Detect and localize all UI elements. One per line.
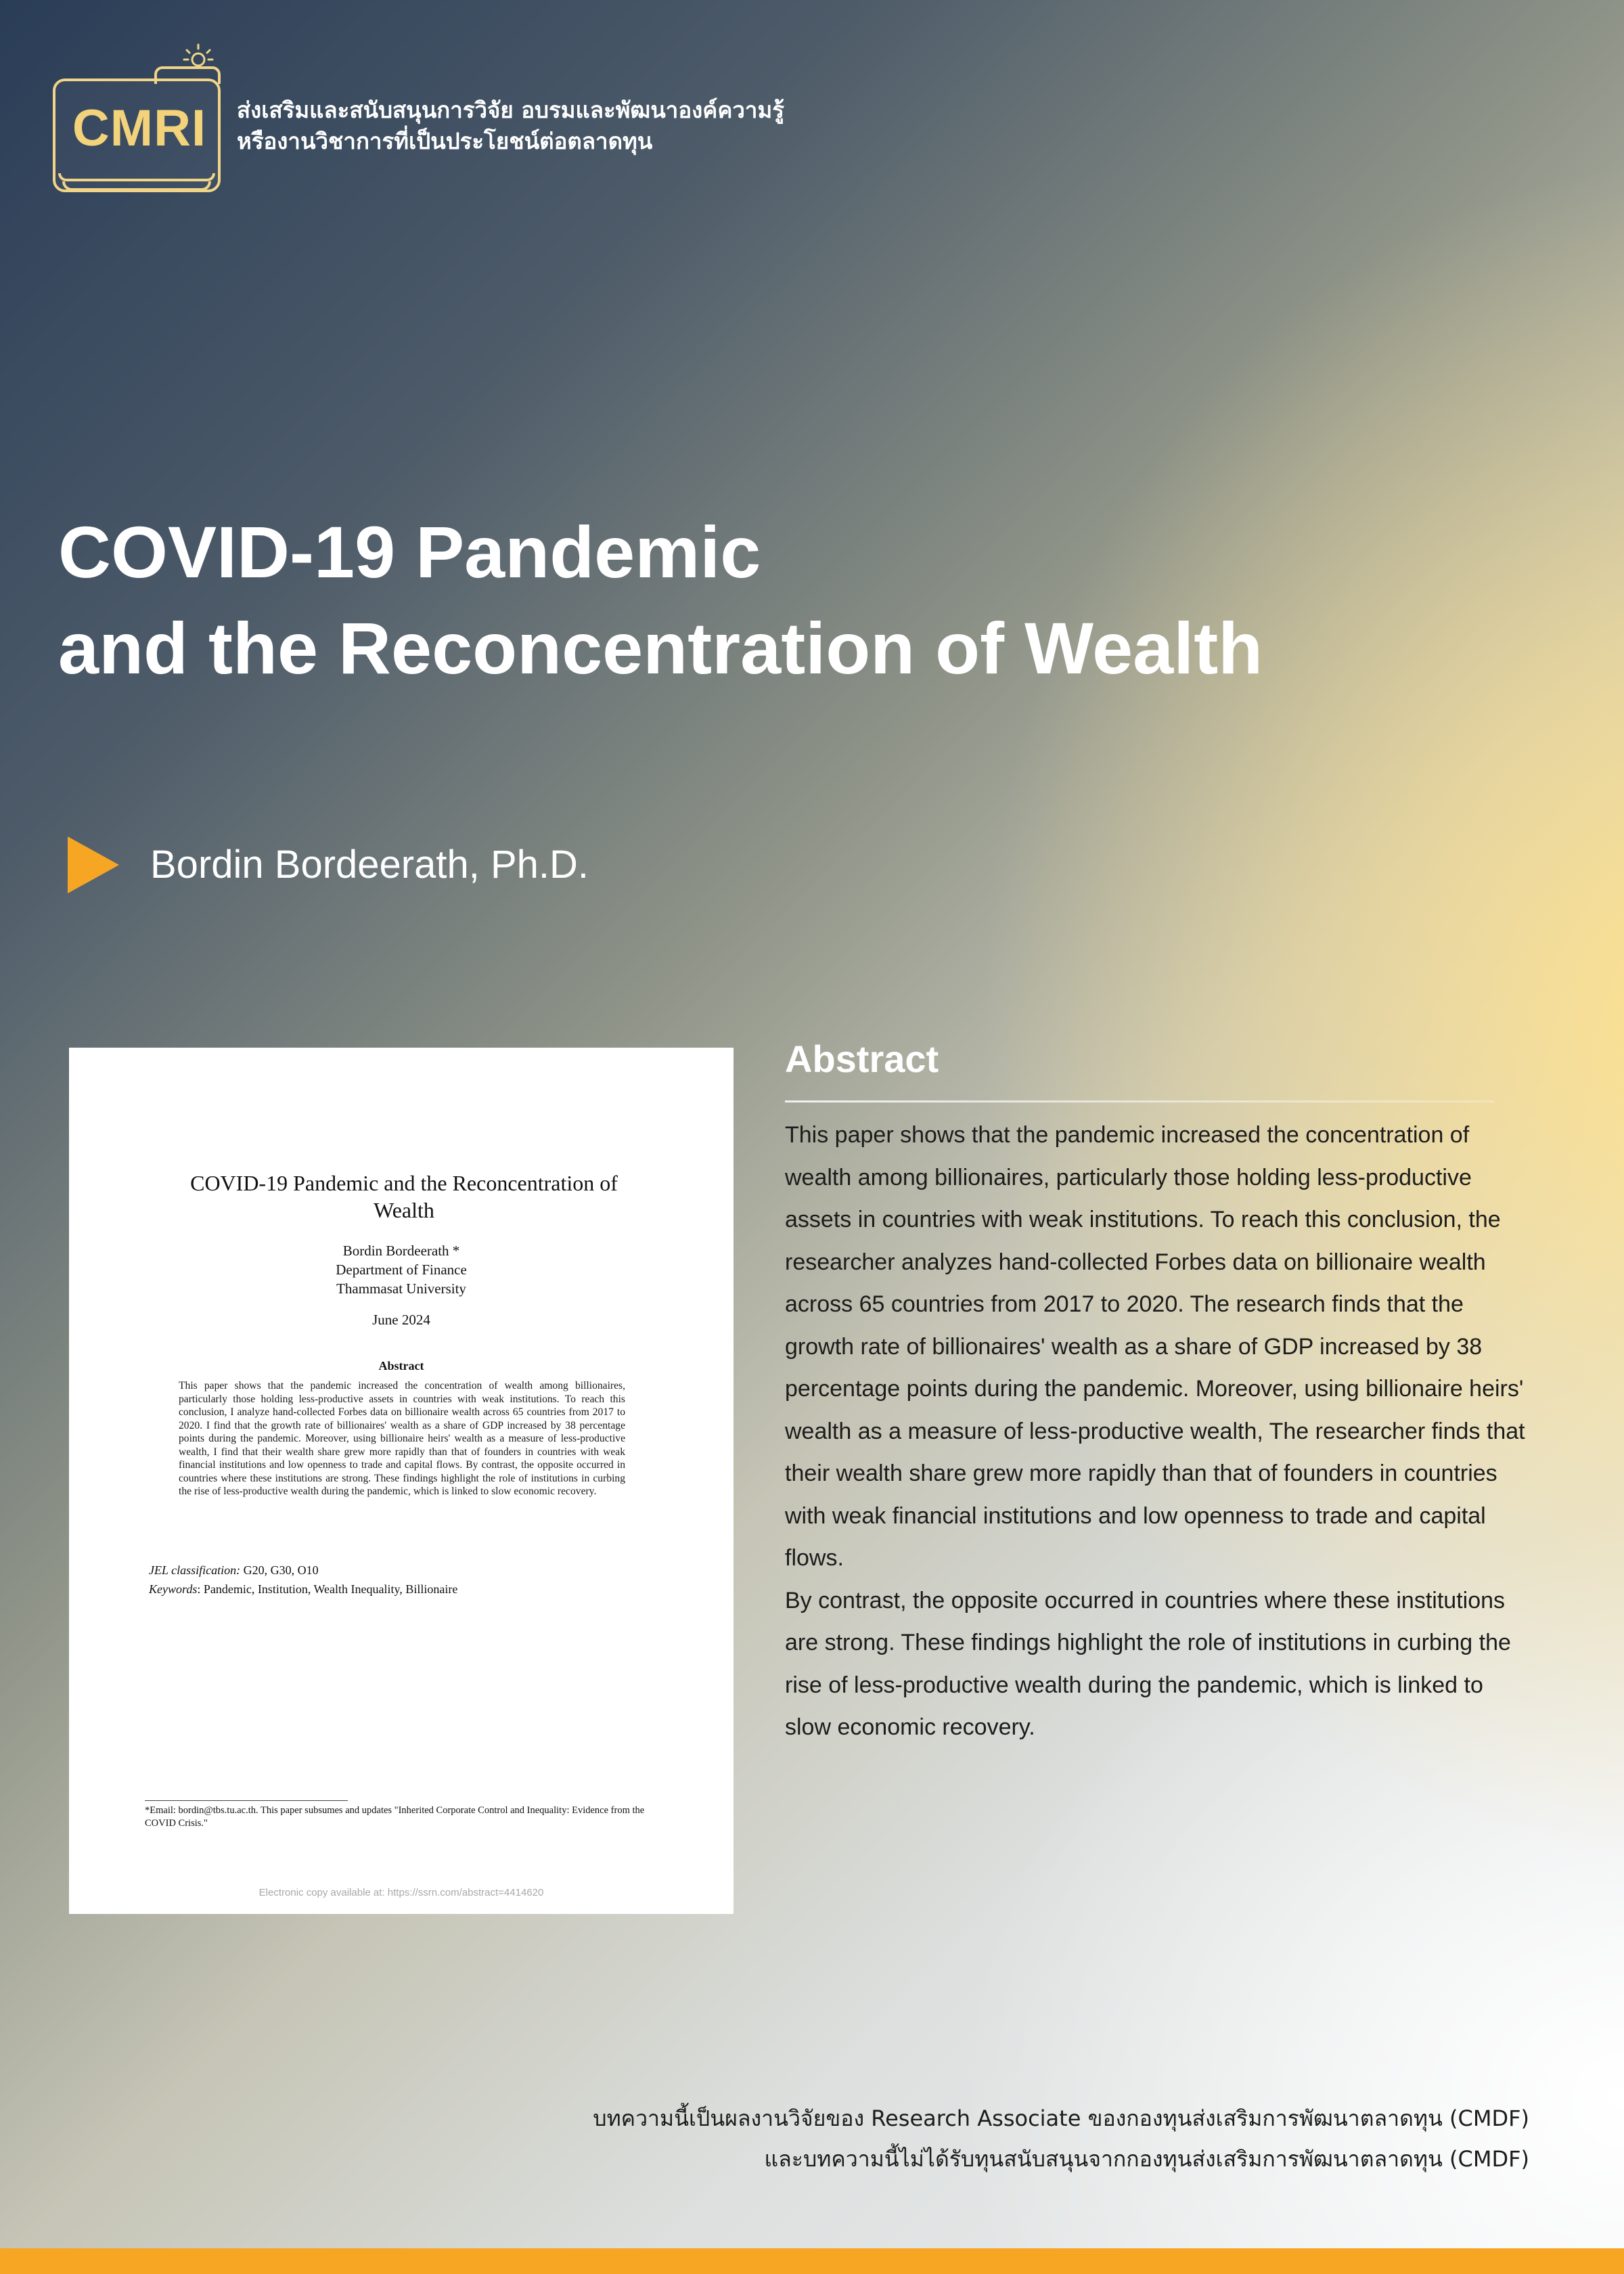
abstract-paragraph-2: By contrast, the opposite occurred in countries where these institutions are strong. These findings highlight the role of institutions in curbing the rise of less-productive wealth during the pandemic, which is linked to slow economic recovery. (785, 1587, 1511, 1740)
keywords-label: Keywords (149, 1582, 198, 1596)
paper-thumbnail (69, 1048, 734, 1914)
title-line-1: COVID-19 Pandemic (58, 511, 761, 593)
footnote-divider (145, 1800, 348, 1801)
organization-tagline (237, 95, 784, 157)
keywords-value: : Pandemic, Institution, Wealth Inequality, Billionaire (197, 1582, 458, 1596)
tagline-line-1: ส่งเสริมและสนับสนุนการวิจัย อบรมและพัฒนาองค์ความรู้ (237, 97, 784, 123)
funding-note (593, 2098, 1529, 2179)
cmri-logo (53, 42, 222, 192)
paper-date: June 2024 (372, 1312, 430, 1328)
paper-keywords (149, 1580, 457, 1599)
bottom-accent-bar (0, 2248, 1624, 2274)
abstract-divider (785, 1100, 1494, 1102)
paper-jel (149, 1561, 457, 1580)
paper-abstract-text: This paper shows that the pandemic increased the concentration of wealth among billionaires, particularly those holding less-productive assets in countries with weak institutions. To reach this conclusion, I analyze hand-collected Forbes data on billionaire wealth across 65 countries from 2017 to 2020. I find that the growth rate of billionaires' wealth as a share of GDP increased by 38 percentage points during the pandemic. Moreover, using billionaire heirs' wealth as a measure of less-productive wealth, I find that their wealth share grew more rapidly than that of founders in countries with weak financial institutions and low openness to trade and capital flows. By contrast, the opposite occurred in countries where these institutions are strong. These findings highlight the role of institutions in curbing the rise of less-productive wealth during the pandemic, which is linked to slow economic recovery. (179, 1380, 625, 1497)
play-triangle-icon (68, 837, 119, 893)
folder-page-shape (62, 181, 211, 191)
funding-note-line-1: บทความนี้เป็นผลงานวิจัยของ Research Associate ของกองทุนส่งเสริมการพัฒนาตลาดทุน (CMDF) (593, 2105, 1529, 2131)
abstract-heading: Abstract (785, 1038, 939, 1080)
paper-ssrn-link: Electronic copy available at: https://ssrn.com/abstract=4414620 (258, 1887, 544, 1898)
folder-page-shape (58, 173, 215, 181)
jel-label: JEL classification: (149, 1563, 241, 1577)
logo-text: CMRI (72, 99, 207, 157)
author-name: Bordin Bordeerath, Ph.D. (150, 843, 589, 887)
paper-classification (149, 1561, 457, 1599)
paper-footnote: *Email: bordin@tbs.tu.ac.th. This paper subsumes and updates "Inherited Corporate Control and Inequality: Evidence from the COVID Crisis." (145, 1805, 645, 1829)
page-title (58, 504, 1547, 696)
abstract-body (785, 1114, 1533, 1749)
paper-title: COVID-19 Pandemic and the Reconcentration of Wealth (190, 1171, 618, 1222)
abstract-paragraph-1: This paper shows that the pandemic increased the concentration of wealth among billionaires, particularly those holding less-productive assets in countries with weak institutions. To reach this conclusion, the researcher analyzes hand-collected Forbes data on billionaire wealth across 65 countries from 2017 to 2020. The research finds that the growth rate of billionaires' wealth as a share of GDP increased by 38 percentage points during the pandemic. Moreover, using billionaire heirs' wealth as a measure of less-productive wealth, The researcher finds that their wealth share grew more rapidly than that of founders in countries with weak financial institutions and low openness to trade and capital flows. (785, 1122, 1525, 1571)
funding-note-line-2: และบทความนี้ไม่ได้รับทุนสนับสนุนจากกองทุนส่งเสริมการพัฒนาตลาดทุน (CMDF) (764, 2146, 1529, 2172)
paper-author: Bordin Bordeerath * (342, 1243, 460, 1259)
paper-abstract-heading: Abstract (378, 1359, 424, 1373)
jel-value: G20, G30, O10 (243, 1563, 319, 1577)
paper-university: Thammasat University (336, 1280, 466, 1297)
title-line-2: and the Reconcentration of Wealth (58, 607, 1263, 689)
paper-department: Department of Finance (336, 1262, 467, 1278)
tagline-line-2: หรืองานวิชาการที่เป็นประโยชน์ต่อตลาดทุน (237, 128, 653, 154)
